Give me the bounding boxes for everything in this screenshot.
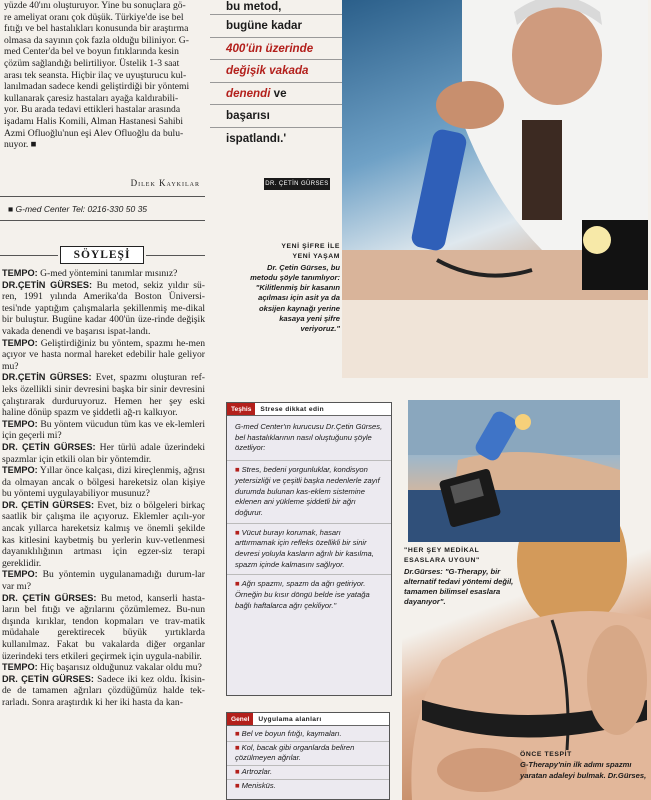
lamp-light bbox=[583, 226, 611, 254]
intro-line: re ameliyat oranı çok düşük. Türkiye'de ise bel bbox=[4, 11, 184, 23]
pull-quote bbox=[210, 0, 342, 149]
caption-heading: YENİ ŞİFRE İLE bbox=[281, 243, 340, 250]
doctor-face bbox=[512, 5, 602, 105]
quote-line: başarısı bbox=[210, 105, 342, 128]
doctor-hand bbox=[436, 81, 504, 129]
quote-line: ispatlandı.' bbox=[226, 131, 287, 145]
photo-caption bbox=[248, 242, 340, 335]
question: TEMPO: Geliştirdiğiniz bu yöntem, spazmı he-men açıyor ve hasta normal hareket edebilir hale geliyor mu? bbox=[2, 337, 205, 372]
box-header bbox=[227, 403, 391, 416]
quote-line: bugüne kadar bbox=[210, 15, 342, 38]
doctor-hand bbox=[437, 748, 527, 792]
quote-line bbox=[210, 83, 342, 106]
box-intro: G-med Center'ın kurucusu Dr.Çetin Gürses, bel hastalıklarının nasıl oluştuğunu şöyle özetliyor: bbox=[235, 422, 383, 453]
contact-line: ■ G-med Center Tel: 0216-330 50 35 bbox=[8, 204, 204, 214]
intro-line: olmasa da sayının çok fazla olduğu biliniyor. G- bbox=[4, 34, 189, 46]
box-item: ■ Menisküs. bbox=[227, 779, 389, 793]
quote-line: bu metod, bbox=[210, 0, 342, 15]
photo-caption bbox=[520, 750, 650, 781]
question: TEMPO: Bu yöntemin uygulanamadığı durum-lar var mı? bbox=[2, 569, 205, 593]
interview-text bbox=[2, 268, 205, 709]
box-item: ■ Bel ve boyun fıtığı, kaymaları. bbox=[227, 726, 389, 741]
answer: DR. ÇETİN GÜRSES: Her türlü adale üzerindeki spazmlar için etkili olan bir yöntemdir. bbox=[2, 441, 205, 465]
divider bbox=[0, 255, 58, 256]
device-illustration bbox=[408, 400, 620, 542]
question: TEMPO: Bu yöntem vücudun tüm kas ve ek-lemleri için geçerli mi? bbox=[2, 418, 205, 442]
answer: DR.ÇETİN GÜRSES: Bu metod, sekiz yıldır sü-ren, 1991 yılında Amerika'da Boston Üniversi-tesi'nde yaptığım çalışmalarla şekillenmiş me-dikal bir buluştur. Bugüne kadar 400'ün üze-rinde değişik vakada denendi ve başarısı ispat-landı. bbox=[2, 279, 205, 337]
answer: DR. ÇETİN GÜRSES: Sadece iki kez oldu. İkisin-de de tamamen ağrıları çözdüğümüz halde tek-rarladı. Sonra araştırdık ki her iki hasta da kan- bbox=[2, 673, 205, 708]
towel bbox=[408, 490, 620, 542]
info-box-applications bbox=[226, 712, 390, 800]
intro-line: Azmi Ofluoğlu'nun eşi Alev Ofluoğlu da bulu- bbox=[4, 127, 184, 139]
box-tag: Teşhis bbox=[227, 403, 255, 415]
box-tag: Genel bbox=[227, 713, 253, 725]
divider bbox=[0, 196, 205, 197]
caption-body: Dr. Çetin Gürses, bu metodu şöyle tanımlıyor: "Kilitlenmiş bir kasanın açılması için asit ya da oksijen kaynağı yerine kasaya yeni şifre veriyoruz." bbox=[250, 262, 340, 334]
lamp-light bbox=[515, 414, 531, 430]
intro-line bbox=[4, 139, 204, 151]
box-title: Uygulama alanları bbox=[258, 716, 322, 723]
quote-line: değişik vakada bbox=[210, 60, 342, 83]
intro-line-end: nuyor. bbox=[4, 139, 29, 151]
box-header bbox=[227, 713, 389, 726]
quote-highlight: denendi bbox=[226, 86, 271, 100]
box-title: Strese dikkat edin bbox=[260, 406, 325, 413]
box-item: ■ Vücut burayı korumak, hasarı arttırmamak için refleks özellikli bir sinir devresi yoluyla kasların ağrılı bir kasılma, spazm içinde kalmasını sağlıyor. bbox=[227, 523, 391, 575]
box-item: ■ Ağrı spazmı, spazm da ağrı getiriyor. Örneğin bu kısır döngü belde ise yatağa bağlı haftalarca ağrı çekiliyor." bbox=[227, 574, 391, 615]
photo-caption bbox=[404, 546, 519, 608]
intro-line: işadamı Halis Komili, Alman Hastanesi Sahibi bbox=[4, 115, 184, 127]
doctor-hand bbox=[587, 625, 647, 735]
intro-line: çözüm sağlandığı belirtiliyor. Üstelik 1-3 saat bbox=[4, 57, 180, 69]
caption-body: Dr.Gürses: "G-Therapy, bir alternatif tedavi yöntemi değil, tamamen bilimsel esaslara dayanıyor". bbox=[404, 566, 514, 607]
intro-line: yüzde 40'ını oluşturuyor. Yine bu sonuçlara gö- bbox=[4, 0, 186, 11]
intro-line: lanılmadan sadece kendi geliştirdiği bir yöntemi bbox=[4, 81, 190, 93]
caption-heading: YENİ YAŞAM bbox=[292, 253, 340, 261]
intro-line: fıtığı ve bel hastalıkları konusunda bir araştırma bbox=[4, 23, 189, 35]
question: TEMPO: G-med yöntemini tanımlar mısınız? bbox=[2, 268, 178, 279]
box-item: ■ Stres, bedeni yorgunluklar, kondisyon yetersizliği ve çeşitli başka nedenlerle zayıf durumda bulunan kas-eklem sistemine eklenen ani yükleme şiddetli bir ağrı doğurur. bbox=[227, 460, 391, 523]
doctor-illustration bbox=[342, 0, 648, 378]
author-byline: Dilek Kaykılar bbox=[130, 178, 200, 188]
end-mark-icon: ■ bbox=[30, 139, 37, 151]
intro-line: yor. Bu arada tedavi ettikleri hastalar arasında bbox=[4, 104, 181, 116]
quote-line-rest: ve bbox=[270, 86, 287, 100]
caption-body: G-Therapy'nin ilk adımı spazmı yaratan adaleyi bulmak. Dr.Gürses, bbox=[520, 760, 647, 780]
doctor-tie bbox=[522, 120, 562, 220]
intro-paragraph bbox=[4, 0, 204, 151]
answer: DR. ÇETİN GÜRSES: Bu metod, kanserli hasta-ların bel fıtığı ve ağrılarını çözümlemez. Bu-nun dışında kırıklar, tendon kopmaları ve trav-matik müdahale gerektirecek büyük yırtıklarda kullanılmaz. Fakat bu vakalarda diğer organlar üzerindeki ters etkileri geçirmek için uygula-nabilir. bbox=[2, 592, 205, 662]
caption-heading: "HER ŞEY MEDİKAL bbox=[404, 547, 480, 554]
quote-signature: DR. ÇETİN GÜRSES bbox=[264, 178, 330, 190]
divider bbox=[0, 220, 205, 221]
intro-line: kullanarak çaresiz hastaları ayağa kaldırabili- bbox=[4, 92, 179, 104]
intro-line: med Center'da bel ve boyun fıtıklarında kesin bbox=[4, 46, 179, 58]
doctor-photo bbox=[342, 0, 648, 378]
caption-heading: ESASLARA UYGUN" bbox=[404, 557, 480, 565]
question: TEMPO: Yıllar önce kalçası, dizi kireçlenmiş, ağrısı da olmayan ancak o bölgesi hareketsiz olan kişiye bu yöntemi uygulayabiliyor musunuz? bbox=[2, 465, 205, 500]
box-item: ■ Kol, bacak gibi organlarda beliren çözülmeyen ağrılar. bbox=[227, 741, 389, 765]
answer: DR. ÇETİN GÜRSES: Evet, biz o bölgeleri birkaç saatlik bir çalışma ile açıyoruz. Eklemler açılı-yor ancak yıllarca hareketsiz kalmış ve önemli şekilde kas kitlesini kaybetmiş bu yerlerin kuv-vetlenmesi dayanıklılığının artması için egzer-siz terapi gereklidir. bbox=[2, 499, 205, 569]
answer: DR.ÇETİN GÜRSES: Evet, spazmı oluşturan ref-leks özellikli sinir devresini başka bir sinir devresini çalıştırarak durduruyoruz. Hemen her şey eski haline dönüp spazm ve şiddetli ağ-rı kalkıyor. bbox=[2, 372, 205, 419]
quote-line: 400'ün üzerinde bbox=[210, 38, 342, 61]
box-item: ■ Artrozlar. bbox=[227, 765, 389, 779]
caption-heading: ÖNCE TESPİT bbox=[520, 751, 572, 758]
section-heading: SÖYLEŞİ bbox=[60, 246, 144, 264]
device-handpiece bbox=[410, 128, 468, 252]
divider bbox=[146, 255, 205, 256]
towel bbox=[342, 300, 648, 378]
device-photo bbox=[408, 400, 620, 542]
question: TEMPO: Hiç başarısız olduğunuz vakalar oldu mu? bbox=[2, 662, 202, 674]
intro-line: arası tek seansta. Hiçbir ilaç ve uyuşturucu kul- bbox=[4, 69, 187, 81]
info-box-diagnosis bbox=[226, 402, 392, 696]
